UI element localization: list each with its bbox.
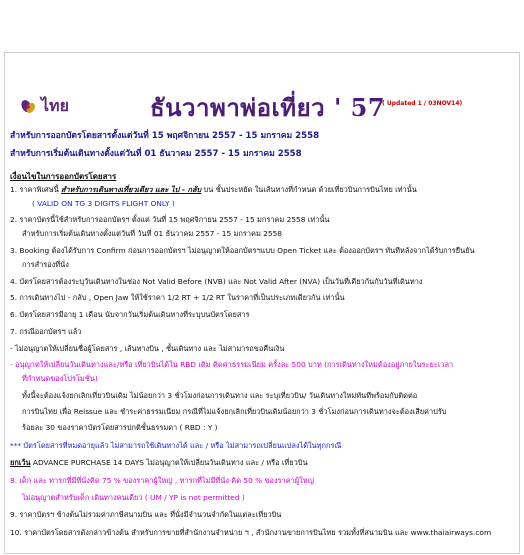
exception-label: ยกเว้น — [10, 458, 31, 467]
condition-9: 9. ราคาบัตรฯ ข้างต้นไม่รวมค่าภาษีสนามบิน และ ที่นั่งมีจำนวนจำกัดในแต่ละเที่ยวบิน — [10, 510, 282, 519]
condition-10: 10. ราคาบัตรโดยสารดังกล่าวข้างต้น สำหรับการขายที่สำนักงานจำหน่าย ฯ , สำนักงานขายการบินไทย รวมทั้งที่สนามบิน และ www.thaiairways.com — [10, 528, 492, 537]
condition-5: 5. การเดินทางไป - กลับ , Open Jaw ให้ใช้ราคา 1/2 RT + 1/2 RT ในราคาที่เป็นประเภทเดียวกัน เท่านั้น — [10, 293, 345, 302]
condition-7-f: ร้อยละ 30 ของราคาบัตรโดยสารปกติชั้นธรรมดา ( RBD : Y ) — [22, 423, 218, 432]
orchid-logo-icon — [20, 98, 38, 116]
advance-purchase-rule: ยกเว้น ADVANCE PURCHASE 14 DAYS ไม่อนุญาตให้เปลี่ยนวันเดินทาง และ / หรือ เที่ยวบิน — [10, 458, 308, 467]
condition-2-note: สำหรับการเริ่มต้นเดินทางตั้งแต่วันที่ วันที่ 01 ธันวาคม 2557 - 15 มกราคม 2558 — [22, 229, 282, 238]
travel-period: สำหรับการเริ่มต้นเดินทางตั้งแต่วันที่ 01 ธันวาคม 2557 - 15 มกราคม 2558 — [10, 149, 302, 159]
oneway-roundtrip-emphasis: สำหรับการเดินทางเที่ยวเดียว และ ไป - กลับ — [60, 185, 202, 194]
condition-8-note: ไม่อนุญาตสำหรับเด็ก เดินทางคนเดียว ( UM / YP is not permitted ) — [22, 493, 245, 502]
condition-7: 7. กรณีออกบัตรฯ แล้ว — [10, 327, 82, 336]
condition-1-note: ( VALID ON TG 3 DIGITS FLIGHT ONLY ) — [32, 199, 175, 208]
thai-airways-logo — [20, 94, 69, 119]
condition-2: 2. ราคาบัตรนี้ใช้สำหรับการออกบัตรฯ ตั้งแต่ วันที่ 15 พฤศจิกายน 2557 - 15 มกราคม 2558 เท่านั้น — [10, 215, 330, 224]
promotion-title: ธันวาพาพ่อเที่ยว ' 57 — [150, 93, 386, 122]
condition-7-d: ทั้งนี้จะต้องแจ้งยกเลิกเที่ยวบินเดิม ไม่น้อยกว่า 3 ชั่วโมงก่อนการเดินทาง และ ระบุเที่ยวบิน/ วันเดินทางใหม่ทันทีพร้อมกับติดต่อ — [22, 391, 418, 400]
expired-ticket-note: *** บัตรโดยสารที่หมดอายุแล้ว ไม่สามารถใช้เดินทางได้ และ / หรือ ไม่สามารถเปลี่ยนแปลงได้ในทุกกรณี — [10, 441, 342, 450]
condition-3-cont: การสำรองที่นั่ง — [22, 260, 69, 269]
condition-7-a: - ไม่อนุญาตให้เปลี่ยนชื่อผู้โดยสาร , เส้นทางบิน , ชั้นเดินทาง และ ไม่สามารถขอคืนเงิน — [10, 344, 285, 353]
condition-6: 6. บัตรโดยสารมีอายุ 1 เดือน นับจากวันเริ่มต้นเดินทางที่ระบุบนบัตรโดยสาร — [10, 310, 250, 319]
condition-7-c: ที่กำหนดของโปรโมชั่น) — [22, 374, 98, 383]
condition-3: 3. Booking ต้องได้รับการ Confirm ก่อนการออกบัตรฯ ไม่อนุญาตให้ออกบัตรฯแบบ Open Ticket และ ต้องออกบัตรฯ ทันทีหลังจากได้รับการยืนยัน — [10, 246, 475, 255]
condition-8: 8. เด็ก และ ทารกที่มีที่นั่งคิด 75 % ของราคาผู้ใหญ่ , ทารกที่ไม่มีที่นั่ง คิด 50 % ของราคาผู้ใหญ่ — [10, 476, 314, 485]
condition-7-e: การบินไทย เพื่อ Reissue และ ชำระค่าธรรมเนียม กรณีที่ไม่แจ้งยกเลิกเที่ยวบินเดิมน้อยกว่า 3 ชั่วโมงก่อนการเดินทางจะต้องเสียค่าปรับ — [22, 407, 447, 416]
condition-4: 4. บัตรโดยสารต้องระบุวันเดินทางในช่อง Not Valid Before (NVB) และ Not Valid After (NVA) เป็นวันที่เดียวกันกับวันที่เดินทาง — [10, 277, 423, 286]
condition-1: 1. ราคาพิเศษนี้ สำหรับการเดินทางเที่ยวเดียว และ ไป - กลับ บน ชั้นประหยัด ในเส้นทางที่กำหนด ด้วยเที่ยวบินการบินไทย เท่านั้น — [10, 185, 417, 194]
conditions-heading: เงื่อนไขในการออกบัตรโดยสาร — [10, 172, 117, 181]
ticketing-period: สำหรับการออกบัตรโดยสารตั้งแต่วันที่ 15 พฤศจิกายน 2557 - 15 มกราคม 2558 — [10, 131, 320, 141]
condition-7-b: - อนุญาตให้เปลี่ยนวันเดินทางและ/หรือ เที่ยวบินได้ใน RBD เดิม คิดค่าธรรมเนียม ครั้งละ 500 บาท (การเดินทางใหม่ต้องอยู่ภายในระยะเวลา — [10, 360, 454, 369]
brand-name: ไทย — [41, 96, 69, 115]
updated-note: ( Updated 1 / 03NOV14) — [382, 100, 463, 107]
